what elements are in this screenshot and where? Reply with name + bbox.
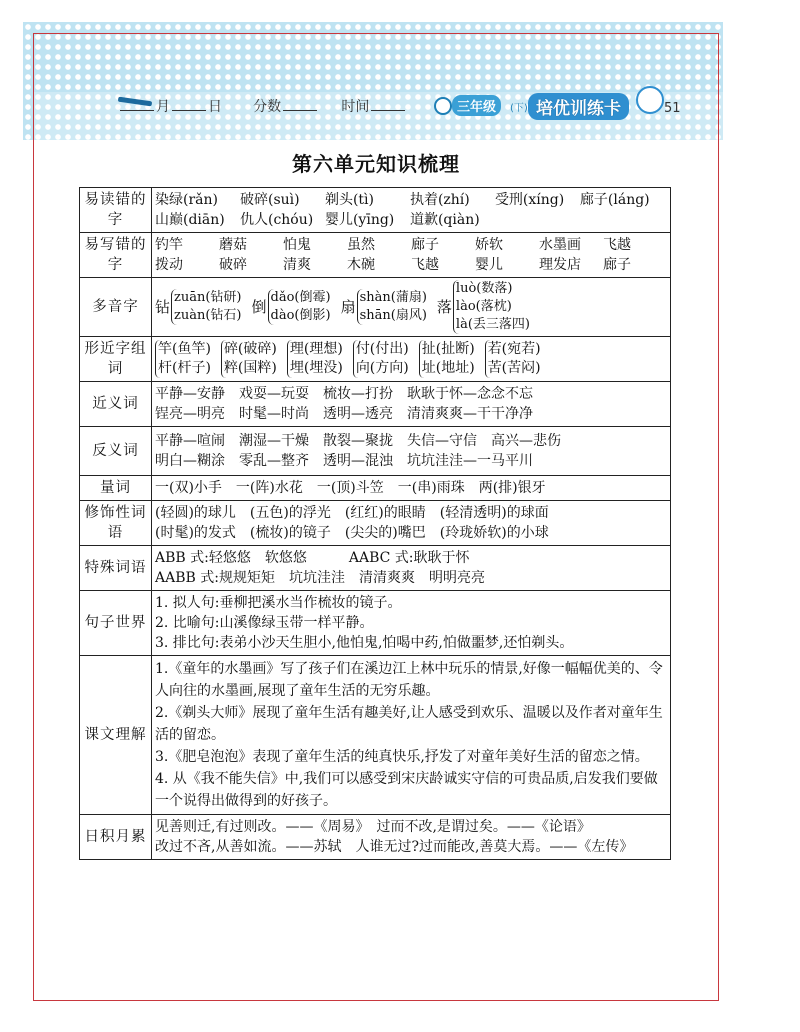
word-item: 木碗 [347,257,375,273]
month-blank[interactable] [120,98,154,111]
polyphone-char: 落 [436,298,452,316]
brace-group [453,280,530,334]
word-item: 道歉(qiàn) [409,212,480,228]
word-item: 廊子(láng) [579,192,650,208]
similar-char-word: 苦(苦闷) [487,360,541,376]
table-row [80,337,671,382]
polyphone-reading: shàn(蒲扇) [359,290,427,305]
row-content [152,815,671,860]
paragraph: 4. 从《我不能失信》中,我们可以感受到宋庆龄诚实守信的可贵品质,启发我们要做一个说得出做得到的好孩子。 [155,771,658,809]
row-label: 量词 [80,476,152,501]
polyphone-char: 倒 [251,298,267,316]
text-line: 1. 拟人句:垂柳把溪水当作梳妆的镜子。 [155,595,402,611]
brace-group [268,289,331,325]
row-content [152,546,671,591]
paragraph: 2.《剃头大师》展现了童年生活有趣美好,让人感受到欢乐、温暖以及作者对童年生活的留恋。 [155,705,663,743]
row-content [152,278,671,337]
brace-group [357,289,427,325]
word-item: 破碎(suì) [239,192,300,208]
text-line: ABB 式:轻悠悠 软悠悠 AABC 式:耿耿于怀 [155,550,470,566]
row-content [152,337,671,382]
word-item: 钓竿 [155,237,183,253]
similar-char-pair [221,340,277,378]
row-content [152,476,671,501]
similar-char-word: 碎(破碎) [223,341,277,357]
row-content [152,382,671,427]
similar-char-word: 理(理想) [289,341,343,357]
table-row [80,476,671,501]
row-content [152,233,671,278]
row-label: 句子世界 [80,591,152,656]
similar-char-word: 埋(埋没) [289,360,343,376]
mascot-icon [636,86,664,114]
text-line: 3. 排比句:表弟小沙天生胆小,他怕鬼,怕喝中药,怕做噩梦,还怕剃头。 [155,635,574,651]
yidu-items [155,190,667,230]
table-row [80,656,671,815]
word-item: 水墨画 [539,237,581,253]
term-label: (下) [510,103,528,114]
table-row [80,278,671,337]
similar-char-word: 扯(扯断) [421,341,475,357]
grade-badge: 三年级 [452,95,501,116]
similar-char-word: 付(付出) [355,341,409,357]
word-item: 受刑(xíng) [494,192,565,208]
word-item: 飞越 [411,257,439,273]
clock-icon [434,97,452,115]
word-item: 理发店 [539,257,581,273]
paragraph: 3.《肥皂泡泡》表现了童年生活的纯真快乐,抒发了对童年美好生活的留恋之情。 [155,749,649,765]
time-blank[interactable] [371,98,405,111]
row-label: 日积月累 [80,815,152,860]
row-label: 特殊词语 [80,546,152,591]
word-item: 虽然 [347,237,375,253]
word-item: 仇人(chóu) [239,212,314,228]
text-line: 平静—安静 戏耍—玩耍 梳妆—打扮 耿耿于怀—念念不忘 [155,386,533,402]
knowledge-table [79,187,671,860]
similar-char-pair [419,340,475,378]
word-item: 怕鬼 [283,237,311,253]
text-line: (时髦)的发式 (梳妆)的镜子 (尖尖的)嘴巴 (玲珑娇软)的小球 [155,525,549,541]
table-row [80,591,671,656]
similar-char-pair [485,340,541,378]
score-label: 分数 [253,99,282,115]
yixie-items [155,235,667,275]
text-line: (轻圆)的球儿 (五色)的浮光 (红红)的眼睛 (轻清透明)的球面 [155,505,549,521]
row-content [152,656,671,815]
time-label: 时间 [341,99,370,115]
polyphone-group [155,289,242,325]
row-label: 易读错的字 [80,188,152,233]
similar-char-pair [353,340,409,378]
row-content [152,591,671,656]
paragraph: 1.《童年的水墨画》写了孩子们在溪边江上林中玩乐的情景,好像一幅幅优美的、令人向往的水墨画,展现了童年生活的无穷乐趣。 [155,661,663,699]
similar-char-word: 竿(鱼竿) [158,341,211,357]
text-line: AABB 式:规规矩矩 坑坑洼洼 清清爽爽 明明亮亮 [155,570,485,586]
row-label: 形近字组词 [80,337,152,382]
polyphone-reading: lào(落枕) [455,299,512,314]
row-label: 修饰性词语 [80,501,152,546]
polyphone-reading: dào(倒影) [270,308,331,323]
text-line: 改过不吝,从善如流。——苏轼 人谁无过?过而能改,善莫大焉。——《左传》 [155,839,634,855]
similar-char-pair [155,340,211,378]
word-item: 山巅(diān) [155,212,225,228]
page-title: 第六单元知识梳理 [292,152,460,176]
polyphone-char: 钻 [155,298,171,316]
word-item: 婴儿(yīng) [324,212,395,228]
text-line: 平静—喧闹 潮湿—干燥 散裂—聚拢 失信—守信 高兴—悲伤 [155,433,561,449]
day-label: 日 [208,99,222,115]
score-blank[interactable] [283,98,317,111]
row-label: 反义词 [80,427,152,476]
similar-char-word: 址(地址) [421,360,475,376]
word-item: 拨动 [155,257,183,273]
polyphone-reading: shān(扇风) [359,308,427,323]
text-line: 2. 比喻句:山溪像绿玉带一样平静。 [155,615,374,631]
brand-title: 培优训练卡 [528,93,629,120]
word-item: 飞越 [603,237,631,253]
similar-char-pair [287,340,343,378]
polyphone-reading: zuān(钻研) [174,290,242,305]
table-row [80,188,671,233]
xingjin-pairs [155,340,667,378]
word-item: 剃头(tì) [324,192,374,208]
polyphone-group [437,280,530,334]
word-item: 执着(zhí) [409,192,470,208]
text-line: 见善则迁,有过则改。——《周易》 过而不改,是谓过矣。——《论语》 [155,819,591,835]
page-number: 51 [664,101,681,116]
text-line: 一(双)小手 一(阵)水花 一(顶)斗笠 一(串)雨珠 两(排)银牙 [155,480,546,496]
word-item: 清爽 [283,257,311,273]
text-line: 明白—糊涂 零乱—整齐 透明—混浊 坑坑洼洼—一马平川 [155,453,533,469]
row-content [152,188,671,233]
row-label: 多音字 [80,278,152,337]
header-fields [118,96,407,116]
row-label: 近义词 [80,382,152,427]
table-row [80,233,671,278]
word-item: 娇软 [475,237,503,253]
polyphone-group [341,289,427,325]
row-content [152,501,671,546]
similar-char-word: 向(方向) [355,360,409,376]
row-label: 易写错的字 [80,233,152,278]
table-row [80,815,671,860]
text-line: 锃亮—明亮 时髦—时尚 透明—透亮 清清爽爽—干干净净 [155,406,533,422]
table-row [80,427,671,476]
table-row [80,501,671,546]
similar-char-word: 若(宛若) [487,341,541,357]
row-label: 课文理解 [80,656,152,815]
day-blank[interactable] [172,98,206,111]
word-item: 婴儿 [475,257,503,273]
word-item: 破碎 [219,257,247,273]
polyphone-reading: zuàn(钻石) [174,308,242,323]
month-label: 月 [156,99,170,115]
duoyin-groups [155,280,667,334]
polyphone-group [252,289,331,325]
word-item: 蘑菇 [219,237,247,253]
polyphone-reading: là(丢三落四) [455,317,530,332]
polyphone-char: 扇 [340,298,356,316]
polyphone-reading: luò(数落) [455,281,513,296]
word-item: 廊子 [411,237,439,253]
similar-char-word: 杆(杆子) [158,360,211,376]
brace-group [171,289,242,325]
word-item: 染绿(rǎn) [155,192,218,208]
word-item: 廊子 [603,257,631,273]
similar-char-word: 粹(国粹) [223,360,277,376]
row-content [152,427,671,476]
table-row [80,546,671,591]
polyphone-reading: dǎo(倒霉) [270,290,331,305]
table-row [80,382,671,427]
